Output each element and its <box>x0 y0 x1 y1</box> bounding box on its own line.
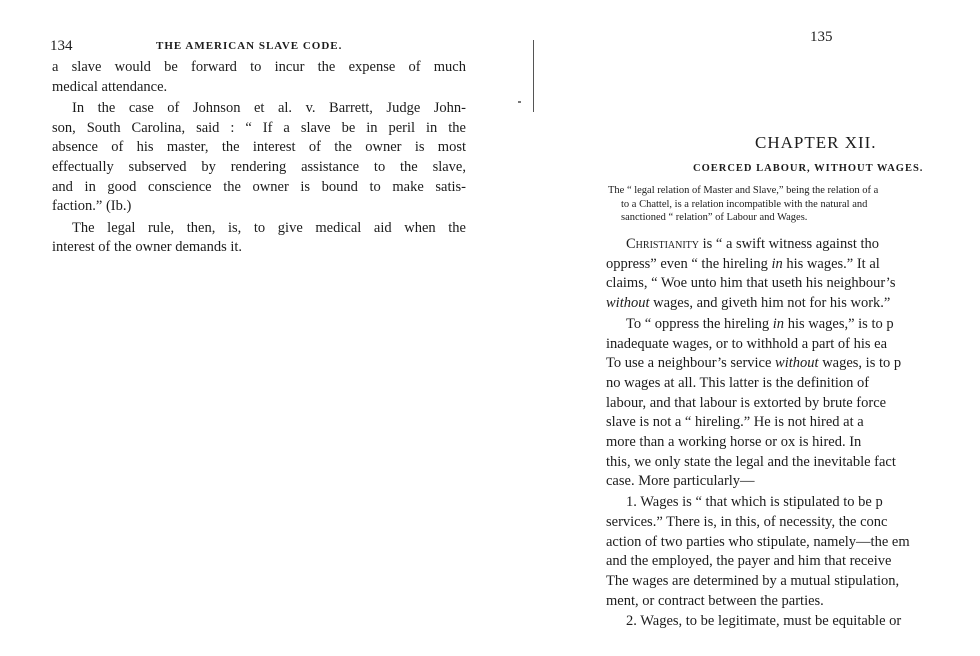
left-body-text <box>52 58 466 258</box>
left-page-number: 134 <box>50 38 73 54</box>
italic-in-2: in <box>772 315 785 332</box>
right-line-6: inadequate wages, or to withhold a part of his ea <box>606 335 888 352</box>
right-page-number: 135 <box>810 29 833 45</box>
gutter-line <box>533 40 534 112</box>
right-line-1 <box>606 235 980 255</box>
left-line-5: absence of his master, the interest of the owner is most <box>52 139 466 156</box>
summary-line-2: to a Chattel, is a relation incompatible with the natural and <box>621 198 868 210</box>
right-line-1-rest: is “ a swift witness against tho <box>699 236 880 252</box>
right-line-5-a: To “ oppress the hireling <box>626 315 773 332</box>
right-line-10: slave is not a “ hireling.” He is not hired at a <box>606 414 864 431</box>
right-line-7 <box>606 354 980 374</box>
right-line-8: no wages at all. This latter is the definition of <box>606 374 870 391</box>
left-line-2: medical attendance. <box>52 78 168 95</box>
summary-line-3: sanctioned “ relation” of Labour and Wages. <box>621 212 808 223</box>
right-line-11: more than a working horse or ox is hired. In <box>606 434 862 451</box>
left-running-head <box>50 38 470 56</box>
right-line-4 <box>606 294 980 314</box>
right-line-7-b: wages, is to p <box>818 355 902 372</box>
right-line-2 <box>606 255 980 275</box>
right-line-5-b: his wages,” is to p <box>784 315 894 332</box>
chapter-title: CHAPTER XII. <box>755 133 877 152</box>
right-line-16: action of two parties who stipulate, namely—the em <box>606 533 910 550</box>
summary-line-1: The “ legal relation of Master and Slave,” being the relation of a <box>608 185 879 196</box>
right-line-2-b: his wages.” It al <box>782 255 880 272</box>
right-body-text <box>606 235 980 632</box>
right-line-14: 1. Wages is “ that which is stipulated to be p <box>626 494 883 511</box>
right-line-9: labour, and that labour is extorted by brute force <box>606 394 887 411</box>
left-line-9: The legal rule, then, is, to give medical aid when the <box>72 219 466 236</box>
right-line-5 <box>606 315 980 335</box>
small-caps-word: Christianity <box>626 236 699 252</box>
left-line-8: faction.” (Ib.) <box>52 198 132 215</box>
right-line-3: claims, “ Woe unto him that useth his neighbour’s <box>606 275 896 292</box>
right-line-19: ment, or contract between the parties. <box>606 592 824 609</box>
right-line-2-a: oppress” even “ the hireling <box>606 255 772 272</box>
italic-in: in <box>771 255 783 272</box>
right-line-20: 2. Wages, to be legitimate, must be equitable or <box>626 613 902 630</box>
left-line-1: a slave would be forward to incur the expense of much <box>52 59 466 75</box>
left-line-3: In the case of Johnson et al. v. Barrett, Judge John- <box>72 100 466 117</box>
right-line-13: case. More particularly— <box>606 473 755 490</box>
italic-without: without <box>606 295 650 312</box>
left-line-7: and in good conscience the owner is bound to make satis- <box>52 178 466 195</box>
left-line-4: son, South Carolina, said : “ If a slave be in peril in the <box>52 119 466 136</box>
right-page <box>540 0 980 656</box>
chapter-subtitle: COERCED LABOUR, WITHOUT WAGES. <box>693 163 924 174</box>
right-line-18: The wages are determined by a mutual stipulation, <box>606 572 900 589</box>
running-title: THE AMERICAN SLAVE CODE. <box>156 40 343 52</box>
right-line-15: services.” There is, in this, of necessity, the conc <box>606 513 888 530</box>
italic-without-2: without <box>775 355 819 372</box>
right-line-17: and the employed, the payer and him that receive <box>606 553 892 570</box>
left-line-10: interest of the owner demands it. <box>52 239 243 256</box>
right-line-4-rest: wages, and giveth him not for his work.” <box>649 295 891 312</box>
chapter-summary <box>608 184 980 225</box>
right-line-12: this, we only state the legal and the inevitable fact <box>606 453 896 470</box>
right-line-7-a: To use a neighbour’s service <box>606 355 776 372</box>
left-line-6: effectually subserved by rendering assistance to the slave, <box>52 158 466 175</box>
